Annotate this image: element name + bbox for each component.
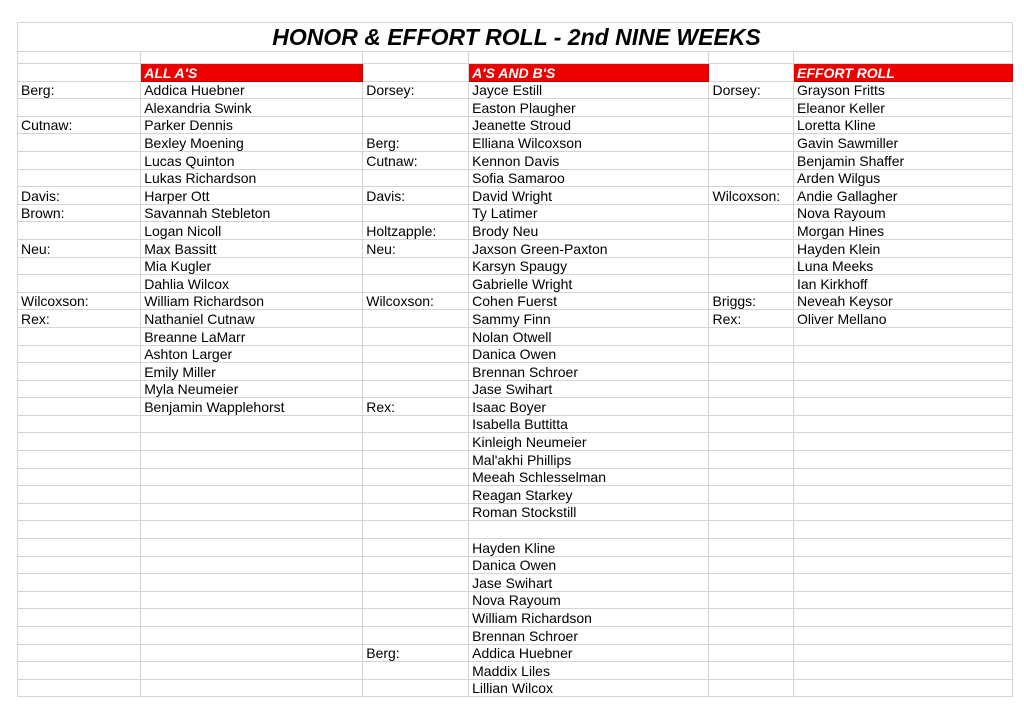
- cell[interactable]: [794, 52, 1013, 64]
- as-and-bs-name-cell[interactable]: Hayden Kline: [469, 539, 709, 557]
- teacher-label-cell[interactable]: [18, 539, 141, 557]
- table-row: [18, 679, 1013, 697]
- teacher-label-cell[interactable]: [709, 275, 794, 293]
- teacher-label-cell[interactable]: [18, 644, 141, 662]
- teacher-label-cell[interactable]: [363, 275, 469, 293]
- teacher-label-cell[interactable]: Dorsey:: [709, 81, 794, 99]
- teacher-label-cell[interactable]: [709, 239, 794, 257]
- table-row: [18, 363, 1013, 381]
- teacher-label-cell[interactable]: [709, 521, 794, 539]
- effort-roll-name-cell[interactable]: [794, 433, 1013, 451]
- table-row: [18, 609, 1013, 627]
- cell[interactable]: [18, 52, 141, 64]
- table-row: [18, 433, 1013, 451]
- teacher-label-cell[interactable]: [363, 574, 469, 592]
- table-row: [18, 187, 1013, 205]
- as-and-bs-name-cell[interactable]: William Richardson: [469, 609, 709, 627]
- all-as-name-cell[interactable]: [141, 415, 363, 433]
- all-as-name-cell[interactable]: [141, 644, 363, 662]
- teacher-label-cell[interactable]: [709, 644, 794, 662]
- effort-roll-name-cell[interactable]: Eleanor Keller: [794, 99, 1013, 117]
- teacher-label-cell[interactable]: [363, 327, 469, 345]
- table-row: [18, 116, 1013, 134]
- as-and-bs-name-cell[interactable]: Isaac Boyer: [469, 398, 709, 416]
- effort-roll-name-cell[interactable]: [794, 627, 1013, 645]
- effort-roll-name-cell[interactable]: Hayden Klein: [794, 239, 1013, 257]
- effort-roll-name-cell[interactable]: Andie Gallagher: [794, 187, 1013, 205]
- teacher-label-cell[interactable]: Davis:: [363, 187, 469, 205]
- teacher-label-cell[interactable]: [709, 257, 794, 275]
- as-and-bs-name-cell[interactable]: Jase Swihart: [469, 380, 709, 398]
- teacher-label-cell[interactable]: Wilcoxson:: [363, 292, 469, 310]
- all-as-name-cell[interactable]: Max Bassitt: [141, 239, 363, 257]
- all-as-name-cell[interactable]: [141, 521, 363, 539]
- teacher-label-cell[interactable]: [709, 574, 794, 592]
- as-and-bs-name-cell[interactable]: Kinleigh Neumeier: [469, 433, 709, 451]
- as-and-bs-name-cell[interactable]: Kennon Davis: [469, 151, 709, 169]
- teacher-label-cell[interactable]: Wilcoxson:: [709, 187, 794, 205]
- teacher-label-cell[interactable]: [363, 415, 469, 433]
- table-row: [18, 627, 1013, 645]
- header-all-as[interactable]: ALL A'S: [141, 64, 363, 82]
- as-and-bs-name-cell[interactable]: Ty Latimer: [469, 204, 709, 222]
- effort-roll-name-cell[interactable]: [794, 503, 1013, 521]
- table-row: [18, 521, 1013, 539]
- all-as-name-cell[interactable]: [141, 679, 363, 697]
- all-as-name-cell[interactable]: Harper Ott: [141, 187, 363, 205]
- effort-roll-name-cell[interactable]: [794, 679, 1013, 697]
- teacher-label-cell[interactable]: [363, 116, 469, 134]
- teacher-label-cell[interactable]: [709, 415, 794, 433]
- all-as-name-cell[interactable]: [141, 468, 363, 486]
- as-and-bs-name-cell[interactable]: Addica Huebner: [469, 644, 709, 662]
- cell[interactable]: [709, 64, 794, 82]
- teacher-label-cell[interactable]: [18, 627, 141, 645]
- teacher-label-cell[interactable]: [709, 539, 794, 557]
- effort-roll-name-cell[interactable]: Ian Kirkhoff: [794, 275, 1013, 293]
- teacher-label-cell[interactable]: [363, 363, 469, 381]
- effort-roll-name-cell[interactable]: [794, 380, 1013, 398]
- all-as-name-cell[interactable]: [141, 591, 363, 609]
- table-row: [18, 503, 1013, 521]
- effort-roll-name-cell[interactable]: [794, 486, 1013, 504]
- teacher-label-cell[interactable]: [363, 433, 469, 451]
- teacher-label-cell[interactable]: [709, 134, 794, 152]
- table-row: [18, 257, 1013, 275]
- as-and-bs-name-cell[interactable]: Danica Owen: [469, 345, 709, 363]
- teacher-label-cell[interactable]: [18, 327, 141, 345]
- teacher-label-cell[interactable]: [363, 679, 469, 697]
- table-row: [18, 574, 1013, 592]
- as-and-bs-name-cell[interactable]: Cohen Fuerst: [469, 292, 709, 310]
- teacher-label-cell[interactable]: Briggs:: [709, 292, 794, 310]
- teacher-label-cell[interactable]: [709, 151, 794, 169]
- effort-roll-name-cell[interactable]: [794, 327, 1013, 345]
- as-and-bs-name-cell[interactable]: Brennan Schroer: [469, 627, 709, 645]
- effort-roll-name-cell[interactable]: [794, 539, 1013, 557]
- table-row: [18, 468, 1013, 486]
- all-as-name-cell[interactable]: Breanne LaMarr: [141, 327, 363, 345]
- teacher-label-cell[interactable]: Berg:: [363, 644, 469, 662]
- teacher-label-cell[interactable]: [18, 257, 141, 275]
- teacher-label-cell[interactable]: [18, 662, 141, 680]
- as-and-bs-name-cell[interactable]: Gabrielle Wright: [469, 275, 709, 293]
- teacher-label-cell[interactable]: [18, 415, 141, 433]
- teacher-label-cell[interactable]: [709, 433, 794, 451]
- all-as-name-cell[interactable]: Lukas Richardson: [141, 169, 363, 187]
- all-as-name-cell[interactable]: Lucas Quinton: [141, 151, 363, 169]
- teacher-label-cell[interactable]: [363, 468, 469, 486]
- table-row: [18, 539, 1013, 557]
- as-and-bs-name-cell[interactable]: Jeanette Stroud: [469, 116, 709, 134]
- teacher-label-cell[interactable]: [363, 204, 469, 222]
- effort-roll-name-cell[interactable]: [794, 662, 1013, 680]
- effort-roll-name-cell[interactable]: Morgan Hines: [794, 222, 1013, 240]
- page-title[interactable]: HONOR & EFFORT ROLL - 2nd NINE WEEKS: [18, 23, 1013, 52]
- effort-roll-name-cell[interactable]: Loretta Kline: [794, 116, 1013, 134]
- all-as-name-cell[interactable]: [141, 662, 363, 680]
- effort-roll-name-cell[interactable]: [794, 609, 1013, 627]
- effort-roll-name-cell[interactable]: Benjamin Shaffer: [794, 151, 1013, 169]
- teacher-label-cell[interactable]: [363, 556, 469, 574]
- teacher-label-cell[interactable]: [363, 609, 469, 627]
- as-and-bs-name-cell[interactable]: Easton Plaugher: [469, 99, 709, 117]
- as-and-bs-name-cell[interactable]: Reagan Starkey: [469, 486, 709, 504]
- teacher-label-cell[interactable]: Cutnaw:: [363, 151, 469, 169]
- as-and-bs-name-cell[interactable]: Jayce Estill: [469, 81, 709, 99]
- as-and-bs-name-cell[interactable]: [469, 521, 709, 539]
- effort-roll-name-cell[interactable]: Arden Wilgus: [794, 169, 1013, 187]
- teacher-label-cell[interactable]: [18, 363, 141, 381]
- all-as-name-cell[interactable]: Parker Dennis: [141, 116, 363, 134]
- as-and-bs-name-cell[interactable]: Lillian Wilcox: [469, 679, 709, 697]
- teacher-label-cell[interactable]: [709, 222, 794, 240]
- teacher-label-cell[interactable]: Rex:: [709, 310, 794, 328]
- table-row: [18, 327, 1013, 345]
- teacher-label-cell[interactable]: [363, 451, 469, 469]
- table-row: [18, 591, 1013, 609]
- teacher-label-cell[interactable]: [709, 451, 794, 469]
- teacher-label-cell[interactable]: [709, 503, 794, 521]
- as-and-bs-name-cell[interactable]: Meeah Schlesselman: [469, 468, 709, 486]
- teacher-label-cell[interactable]: [709, 363, 794, 381]
- teacher-label-cell[interactable]: [709, 556, 794, 574]
- table-row: [18, 415, 1013, 433]
- cell[interactable]: [709, 52, 794, 64]
- all-as-name-cell[interactable]: Mia Kugler: [141, 257, 363, 275]
- teacher-label-cell[interactable]: Berg:: [363, 134, 469, 152]
- effort-roll-name-cell[interactable]: Grayson Fritts: [794, 81, 1013, 99]
- teacher-label-cell[interactable]: [709, 116, 794, 134]
- teacher-label-cell[interactable]: [18, 521, 141, 539]
- table-row: [18, 662, 1013, 680]
- all-as-name-cell[interactable]: [141, 556, 363, 574]
- header-effort-roll[interactable]: EFFORT ROLL: [794, 64, 1013, 82]
- as-and-bs-name-cell[interactable]: Brennan Schroer: [469, 363, 709, 381]
- teacher-label-cell[interactable]: [18, 134, 141, 152]
- all-as-name-cell[interactable]: Logan Nicoll: [141, 222, 363, 240]
- effort-roll-name-cell[interactable]: Nova Rayoum: [794, 204, 1013, 222]
- cell[interactable]: [363, 64, 469, 82]
- table-row: [18, 99, 1013, 117]
- teacher-label-cell[interactable]: [18, 556, 141, 574]
- as-and-bs-name-cell[interactable]: Sofia Samaroo: [469, 169, 709, 187]
- all-as-name-cell[interactable]: [141, 433, 363, 451]
- teacher-label-cell[interactable]: [709, 662, 794, 680]
- teacher-label-cell[interactable]: [709, 204, 794, 222]
- teacher-label-cell[interactable]: Rex:: [363, 398, 469, 416]
- spreadsheet: [17, 22, 1013, 697]
- as-and-bs-name-cell[interactable]: Nova Rayoum: [469, 591, 709, 609]
- teacher-label-cell[interactable]: [709, 627, 794, 645]
- table-row: [18, 486, 1013, 504]
- effort-roll-name-cell[interactable]: [794, 591, 1013, 609]
- teacher-label-cell[interactable]: Wilcoxson:: [18, 292, 141, 310]
- spacer-row: [18, 52, 1013, 64]
- teacher-label-cell[interactable]: Davis:: [18, 187, 141, 205]
- effort-roll-name-cell[interactable]: [794, 451, 1013, 469]
- teacher-label-cell[interactable]: [18, 468, 141, 486]
- teacher-label-cell[interactable]: [18, 486, 141, 504]
- teacher-label-cell[interactable]: [18, 380, 141, 398]
- all-as-name-cell[interactable]: William Richardson: [141, 292, 363, 310]
- header-as-and-bs[interactable]: A'S AND B'S: [469, 64, 709, 82]
- teacher-label-cell[interactable]: [363, 486, 469, 504]
- all-as-name-cell[interactable]: [141, 451, 363, 469]
- all-as-name-cell[interactable]: Emily Miller: [141, 363, 363, 381]
- as-and-bs-name-cell[interactable]: Danica Owen: [469, 556, 709, 574]
- teacher-label-cell[interactable]: [18, 433, 141, 451]
- as-and-bs-name-cell[interactable]: Nolan Otwell: [469, 327, 709, 345]
- all-as-name-cell[interactable]: Savannah Stebleton: [141, 204, 363, 222]
- as-and-bs-name-cell[interactable]: Brody Neu: [469, 222, 709, 240]
- teacher-label-cell[interactable]: [363, 591, 469, 609]
- teacher-label-cell[interactable]: [363, 521, 469, 539]
- teacher-label-cell[interactable]: [363, 380, 469, 398]
- table-row: [18, 292, 1013, 310]
- all-as-name-cell[interactable]: Benjamin Wapplehorst: [141, 398, 363, 416]
- teacher-label-cell[interactable]: Dorsey:: [363, 81, 469, 99]
- effort-roll-name-cell[interactable]: [794, 521, 1013, 539]
- teacher-label-cell[interactable]: [18, 275, 141, 293]
- effort-roll-name-cell[interactable]: Luna Meeks: [794, 257, 1013, 275]
- teacher-label-cell[interactable]: Cutnaw:: [18, 116, 141, 134]
- teacher-label-cell[interactable]: [709, 679, 794, 697]
- effort-roll-name-cell[interactable]: [794, 398, 1013, 416]
- effort-roll-name-cell[interactable]: Neveah Keysor: [794, 292, 1013, 310]
- teacher-label-cell[interactable]: Berg:: [18, 81, 141, 99]
- teacher-label-cell[interactable]: [18, 574, 141, 592]
- as-and-bs-name-cell[interactable]: Roman Stockstill: [469, 503, 709, 521]
- teacher-label-cell[interactable]: Rex:: [18, 310, 141, 328]
- teacher-label-cell[interactable]: [709, 468, 794, 486]
- teacher-label-cell[interactable]: [363, 662, 469, 680]
- all-as-name-cell[interactable]: [141, 609, 363, 627]
- teacher-label-cell[interactable]: [18, 169, 141, 187]
- teacher-label-cell[interactable]: [18, 679, 141, 697]
- teacher-label-cell[interactable]: [363, 257, 469, 275]
- all-as-name-cell[interactable]: Dahlia Wilcox: [141, 275, 363, 293]
- teacher-label-cell[interactable]: [363, 169, 469, 187]
- teacher-label-cell[interactable]: [363, 539, 469, 557]
- cell[interactable]: [141, 52, 363, 64]
- effort-roll-name-cell[interactable]: [794, 345, 1013, 363]
- as-and-bs-name-cell[interactable]: Jaxson Green-Paxton: [469, 239, 709, 257]
- effort-roll-name-cell[interactable]: [794, 574, 1013, 592]
- teacher-label-cell[interactable]: [18, 451, 141, 469]
- table-row: [18, 81, 1013, 99]
- effort-roll-name-cell[interactable]: [794, 556, 1013, 574]
- all-as-name-cell[interactable]: Nathaniel Cutnaw: [141, 310, 363, 328]
- effort-roll-name-cell[interactable]: [794, 468, 1013, 486]
- teacher-label-cell[interactable]: [709, 609, 794, 627]
- teacher-label-cell[interactable]: [363, 627, 469, 645]
- as-and-bs-name-cell[interactable]: Elliana Wilcoxson: [469, 134, 709, 152]
- table-row: [18, 151, 1013, 169]
- all-as-name-cell[interactable]: [141, 539, 363, 557]
- cell[interactable]: [363, 52, 469, 64]
- all-as-name-cell[interactable]: Myla Neumeier: [141, 380, 363, 398]
- all-as-name-cell[interactable]: Addica Huebner: [141, 81, 363, 99]
- cell[interactable]: [18, 64, 141, 82]
- cell[interactable]: [469, 52, 709, 64]
- as-and-bs-name-cell[interactable]: Isabella Buttitta: [469, 415, 709, 433]
- teacher-label-cell[interactable]: [363, 503, 469, 521]
- as-and-bs-name-cell[interactable]: Maddix Liles: [469, 662, 709, 680]
- all-as-name-cell[interactable]: Ashton Larger: [141, 345, 363, 363]
- effort-roll-name-cell[interactable]: Oliver Mellano: [794, 310, 1013, 328]
- header-row: [18, 64, 1013, 82]
- table-row: [18, 239, 1013, 257]
- teacher-label-cell[interactable]: Neu:: [363, 239, 469, 257]
- all-as-name-cell[interactable]: Alexandria Swink: [141, 99, 363, 117]
- teacher-label-cell[interactable]: [363, 345, 469, 363]
- table-row: [18, 345, 1013, 363]
- title-row: [18, 23, 1013, 52]
- teacher-label-cell[interactable]: [709, 169, 794, 187]
- teacher-label-cell[interactable]: [18, 151, 141, 169]
- teacher-label-cell[interactable]: [709, 99, 794, 117]
- as-and-bs-name-cell[interactable]: Jase Swihart: [469, 574, 709, 592]
- teacher-label-cell[interactable]: [18, 503, 141, 521]
- all-as-name-cell[interactable]: [141, 627, 363, 645]
- teacher-label-cell[interactable]: [709, 380, 794, 398]
- all-as-name-cell[interactable]: [141, 503, 363, 521]
- teacher-label-cell[interactable]: Brown:: [18, 204, 141, 222]
- table-row: [18, 380, 1013, 398]
- as-and-bs-name-cell[interactable]: Mal'akhi Phillips: [469, 451, 709, 469]
- teacher-label-cell[interactable]: [709, 345, 794, 363]
- all-as-name-cell[interactable]: Bexley Moening: [141, 134, 363, 152]
- effort-roll-name-cell[interactable]: [794, 644, 1013, 662]
- teacher-label-cell[interactable]: [18, 222, 141, 240]
- all-as-name-cell[interactable]: [141, 486, 363, 504]
- effort-roll-name-cell[interactable]: [794, 415, 1013, 433]
- teacher-label-cell[interactable]: [709, 327, 794, 345]
- as-and-bs-name-cell[interactable]: Sammy Finn: [469, 310, 709, 328]
- as-and-bs-name-cell[interactable]: David Wright: [469, 187, 709, 205]
- table-row: [18, 451, 1013, 469]
- teacher-label-cell[interactable]: [18, 398, 141, 416]
- teacher-label-cell[interactable]: [18, 591, 141, 609]
- teacher-label-cell[interactable]: [709, 398, 794, 416]
- table-row: [18, 644, 1013, 662]
- table-row: [18, 310, 1013, 328]
- teacher-label-cell[interactable]: [18, 99, 141, 117]
- table-row: [18, 398, 1013, 416]
- teacher-label-cell[interactable]: [363, 310, 469, 328]
- teacher-label-cell[interactable]: [709, 591, 794, 609]
- teacher-label-cell[interactable]: [363, 99, 469, 117]
- effort-roll-name-cell[interactable]: Gavin Sawmiller: [794, 134, 1013, 152]
- teacher-label-cell[interactable]: [709, 486, 794, 504]
- teacher-label-cell[interactable]: Neu:: [18, 239, 141, 257]
- effort-roll-name-cell[interactable]: [794, 363, 1013, 381]
- table-row: [18, 222, 1013, 240]
- teacher-label-cell[interactable]: [18, 609, 141, 627]
- teacher-label-cell[interactable]: Holtzapple:: [363, 222, 469, 240]
- table-row: [18, 275, 1013, 293]
- table-row: [18, 169, 1013, 187]
- honor-roll-table: [17, 22, 1013, 697]
- table-row: [18, 204, 1013, 222]
- table-row: [18, 134, 1013, 152]
- as-and-bs-name-cell[interactable]: Karsyn Spaugy: [469, 257, 709, 275]
- table-row: [18, 556, 1013, 574]
- all-as-name-cell[interactable]: [141, 574, 363, 592]
- teacher-label-cell[interactable]: [18, 345, 141, 363]
